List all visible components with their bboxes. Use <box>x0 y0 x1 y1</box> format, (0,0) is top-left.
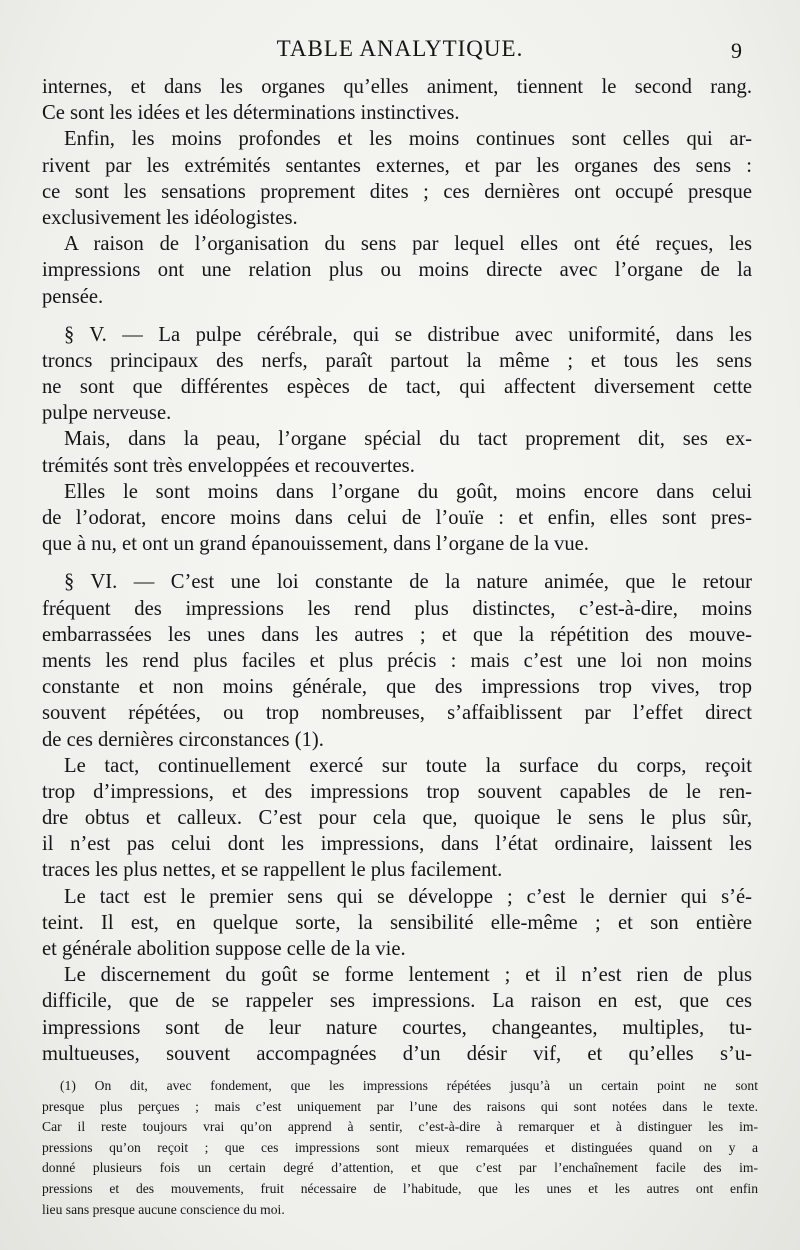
text-line: Le discernement du goût se forme lentement ; et il n’est rien de plus <box>64 964 752 987</box>
text-line: difficile, que de se rappeler ses impressions. La raison en est, que ces <box>42 990 752 1013</box>
text-line: que à nu, et ont un grand épanouissement, dans l’organe de la vue. <box>42 533 589 556</box>
text-line: constante et non moins générale, que des impressions trop vives, trop <box>42 676 752 699</box>
page-number: 9 <box>731 38 742 63</box>
text-line: impressions ont une relation plus ou moins directe avec l’organe de la <box>42 259 752 282</box>
text-line: Ce sont les idées et les déterminations instinctives. <box>42 102 460 125</box>
text-line: trop d’impressions, et des impressions trop souvent capables de le ren- <box>42 780 752 803</box>
footnote-line: (1) On dit, avec fondement, que les impressions répétées jusqu’à un certain point ne sont <box>60 1078 758 1093</box>
text-line: trémités sont très enveloppées et recouvertes. <box>42 454 415 477</box>
footnotes <box>42 1076 758 1220</box>
text-line: multueuses, souvent accompagnées d’un désir vif, et qu’elles s’u- <box>42 1042 752 1065</box>
footnote-line: pressions qu’on reçoit ; que ces impressions sont mieux remarquées et distinguées quand on y a <box>42 1139 758 1155</box>
text-line: exclusivement les idéologistes. <box>42 206 298 229</box>
text-line: il n’est pas celui dont les impressions, dans l’état ordinaire, laissent les <box>42 833 752 856</box>
text-line: pulpe nerveuse. <box>42 402 172 425</box>
text-line: internes, et dans les organes qu’elles animent, tiennent le second rang. <box>42 76 752 98</box>
body-text <box>42 74 752 1067</box>
text-line: troncs principaux des nerfs, paraît partout la même ; et tous les sens <box>42 349 752 372</box>
text-line: impressions sont de leur nature courtes, changeantes, multiples, tu- <box>42 1016 752 1039</box>
text-line: de ces dernières circonstances (1). <box>42 728 324 751</box>
text-line: souvent répétées, ou trop nombreuses, s’affaiblissent par l’effet direct <box>42 702 752 725</box>
text-line: ce sont les sensations proprement dites ; ces dernières ont occupé presque <box>42 180 752 203</box>
text-line: pensée. <box>42 285 104 308</box>
text-line: ne sont que différentes espèces de tact, qui affectent diversement cette <box>42 376 752 399</box>
page-header <box>40 36 760 70</box>
text-line: teint. Il est, en quelque sorte, la sensibilité elle-même ; et son entière <box>42 911 752 934</box>
text-line: rivent par les extrémités sentantes externes, et par les organes des sens : <box>42 154 752 177</box>
text-line: dre obtus et calleux. C’est pour cela que, quoique le sens le plus sûr, <box>42 807 752 830</box>
text-line: fréquent des impressions les rend plus distinctes, c’est-à-dire, moins <box>42 597 752 620</box>
text-line: traces les plus nettes, et se rappellent le plus facilement. <box>42 859 503 882</box>
footnote-line: lieu sans presque aucune conscience du moi. <box>42 1201 285 1217</box>
text-line: Enfin, les moins profondes et les moins continues sont celles qui ar- <box>64 128 752 151</box>
text-line: ments les rend plus faciles et plus précis : mais c’est une loi non moins <box>42 649 752 672</box>
text-line: § V. — La pulpe cérébrale, qui se distribue avec uniformité, dans les <box>64 323 752 346</box>
text-line: Le tact est le premier sens qui se développe ; c’est le dernier qui s’é- <box>64 885 752 908</box>
text-line: A raison de l’organisation du sens par lequel elles ont été reçues, les <box>64 233 752 256</box>
text-line: § VI. — C’est une loi constante de la nature animée, que le retour <box>64 571 752 594</box>
running-title: TABLE ANALYTIQUE. <box>276 36 524 61</box>
text-line: Le tact, continuellement exercé sur toute la surface du corps, reçoit <box>64 754 752 777</box>
text-line: Elles le sont moins dans l’organe du goût, moins encore dans celui <box>64 480 752 503</box>
footnote-line: donné plusieurs fois un certain degré d’attention, et que c’est par l’enchaînement facile des im- <box>42 1160 758 1176</box>
footnote-line: Car il reste toujours vrai qu’on apprend à sentir, c’est-à-dire à remarquer et à distinguer les im- <box>42 1119 758 1135</box>
text-line: et générale abolition suppose celle de la vie. <box>42 938 406 960</box>
text-line: Mais, dans la peau, l’organe spécial du tact proprement dit, ses ex- <box>64 428 752 451</box>
text-line: de l’odorat, encore moins dans celui de l’ouïe : et enfin, elles sont pres- <box>42 507 752 529</box>
text-line: embarrassées les unes dans les autres ; et que la répétition des mouve- <box>42 623 752 646</box>
footnote-line: pressions et des mouvements, fruit nécessaire de l’habitude, que les unes et les autres ont enfin <box>42 1180 758 1196</box>
footnote-line: presque plus perçues ; mais c’est uniquement par l’une des raisons qui sont notées dans le texte. <box>42 1098 758 1114</box>
